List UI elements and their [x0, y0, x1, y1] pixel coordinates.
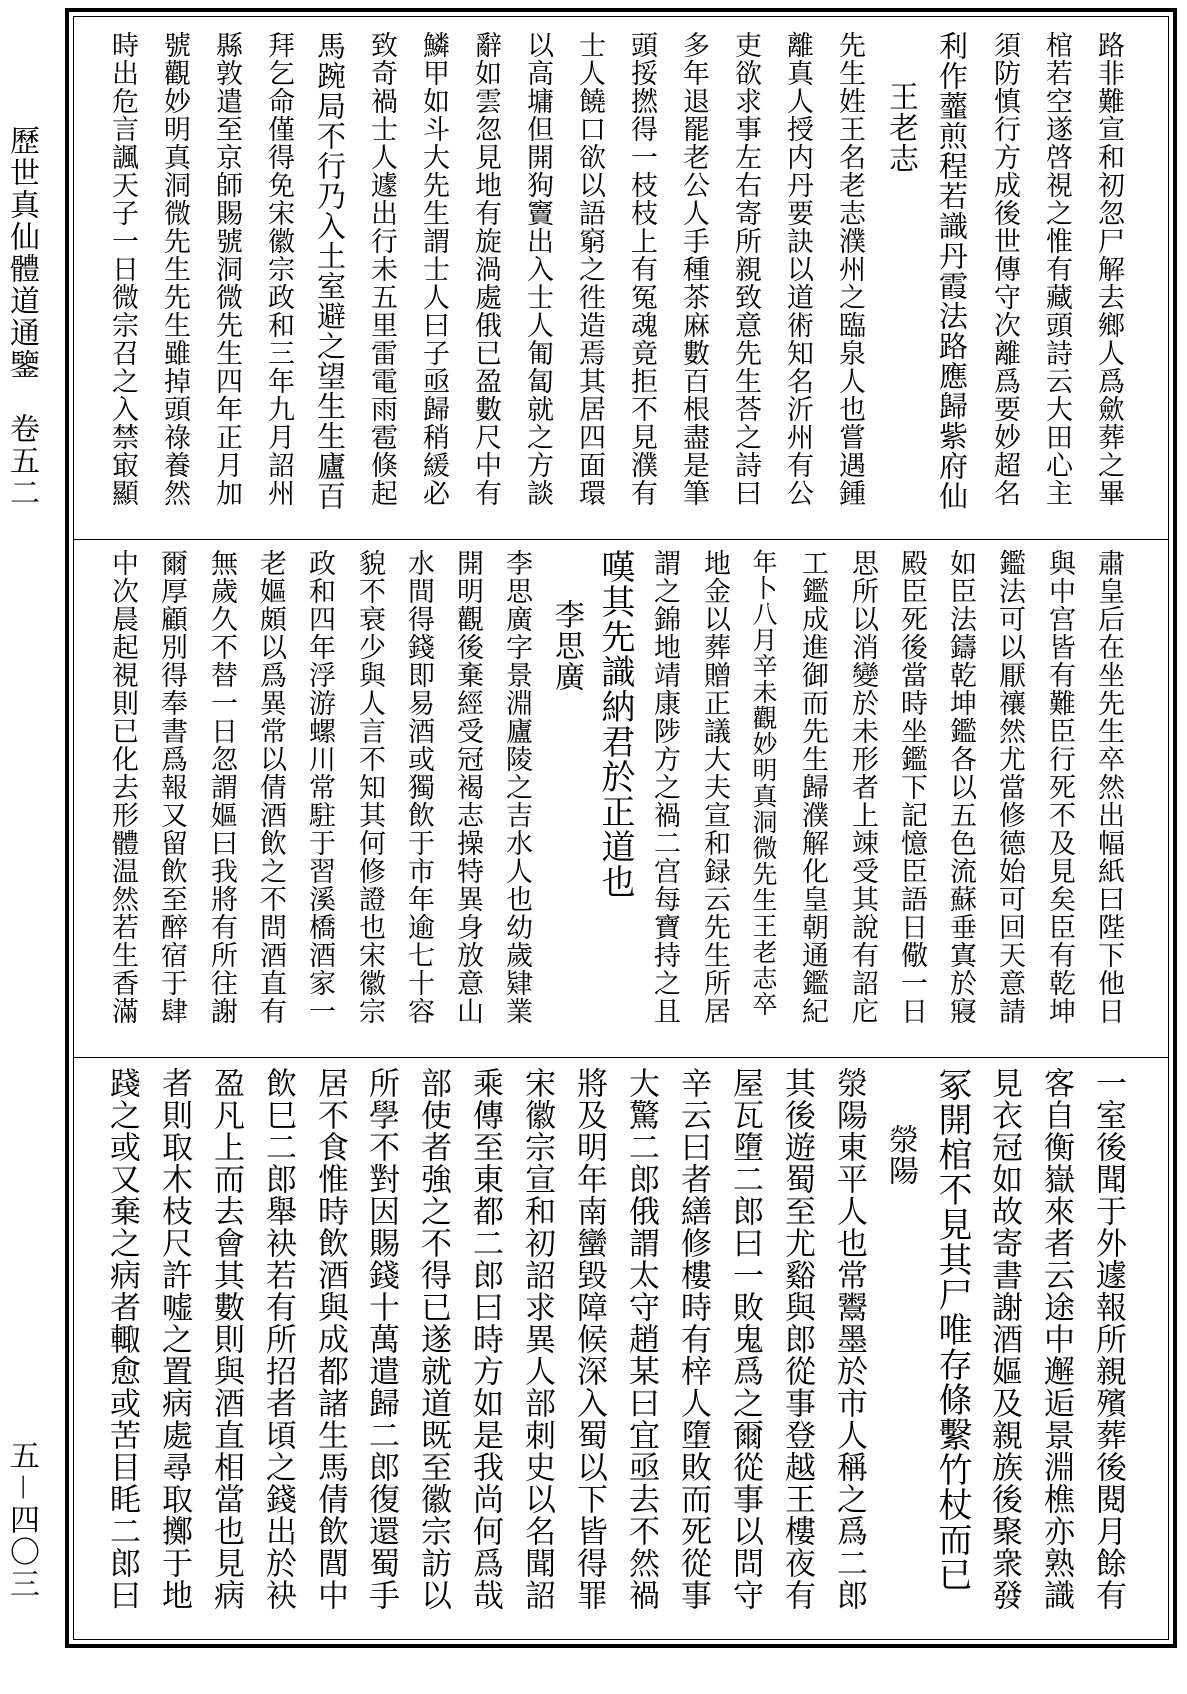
text-column: 謂之錦地靖康陟方之禍二宫每寶持之且 — [649, 549, 680, 1025]
text-column: 水間得錢即易酒或獨飲于市年逾七十容 — [403, 549, 434, 1025]
text-column: 縣敦遣至京師賜號洞微先生四年正月加 — [211, 31, 242, 507]
text-column: 飲巳二郎舉袂若有所招者頃之錢出於袂 — [260, 1067, 296, 1611]
text-column: 其後遊蜀至尤谿與郎從事登越王樓夜有 — [779, 1067, 815, 1611]
text-column: 路非難宣和初忽尸解去鄉人爲歛葬之畢 — [1093, 31, 1124, 507]
section-title-column: 李思廣 — [549, 599, 584, 692]
text-column: 居不食惟時飲酒與成都諸生馬倩飲閭中 — [312, 1067, 348, 1611]
text-column: 肅皇后在坐先生卒然出幅紙曰陛下他日 — [1093, 549, 1124, 1025]
text-column: 無歲久不替一日忽謂嫗曰我將有所往謝 — [206, 549, 237, 1025]
text-column: 馬踠局不行乃入土室避之望生生廬百 — [313, 31, 347, 511]
text-column: 頭挼撚得一枝枝上有冤魂竟拒不見濮有 — [626, 31, 657, 507]
text-column: 工鑑成進御而先生歸濮解化皇朝通鑑紀 — [797, 549, 828, 1025]
text-column: 辛云曰者繕修樓時有梓人墮敗而死從事 — [675, 1067, 711, 1611]
text-column: 地金以葬贈正議大夫宣和録云先生所居 — [699, 549, 730, 1025]
text-column: 部使者強之不得已遂就道既至徽宗訪以 — [415, 1067, 451, 1611]
text-column: 宋徽宗宣和初詔求異人部刺史以名聞詔 — [519, 1067, 555, 1611]
text-column: 政和四年浮游螺川常駐于習溪橋酒家一 — [304, 549, 335, 1025]
text-column: 以高墉但開狗竇出入士人匍匐就之方談 — [522, 31, 553, 507]
text-column: 與中宫皆有難臣行死不及見矣臣有乾坤 — [1044, 549, 1075, 1025]
text-column: 致奇禍士人遽出行未五里雷電雨雹倏起 — [366, 31, 397, 507]
text-column: 貌不衰少與人言不知其何修證也宋徽宗 — [354, 549, 385, 1025]
text-column: 李思廣字景淵廬陵之吉水人也幼歲肄業 — [501, 549, 532, 1025]
section-title-column: 滎陽 — [883, 1124, 918, 1186]
text-column: 踐之或又棄之病者輙愈或苦目眊二郎曰 — [104, 1067, 140, 1611]
text-column: 利作虀煎程若識丹霞法路應歸紫府仙 — [935, 31, 969, 511]
text-column: 冢開棺不見其尸唯存條繫竹杖而已 — [932, 1067, 972, 1592]
text-column: 年卜八月辛未觀妙明真洞微先生王老志卒 — [749, 549, 778, 1017]
text-column: 見衣冠如故寄書謝酒嫗及親族後聚衆發 — [986, 1067, 1022, 1611]
text-column: 滎陽東平人也常鬻墨於市人稱之爲二郎 — [831, 1067, 867, 1611]
text-column: 離真人授内丹要訣以道術知名沂州有公 — [782, 31, 813, 507]
margin-book-title: 歷世真仙體道通鑒 卷五二 — [4, 125, 39, 509]
text-column: 中次晨起視則已化去形體温然若生香滿 — [107, 549, 138, 1025]
text-block-bottom — [102, 1067, 1128, 1637]
text-column: 鱗甲如斗大先生謂士人曰子亟歸稍緩必 — [418, 31, 449, 507]
page-inner-border — [73, 16, 1169, 1640]
text-column: 客自衡嶽來者云途中邂逅景淵樵亦熟識 — [1038, 1067, 1074, 1611]
text-column: 吏欲求事左右寄所親致意先生荅之詩曰 — [730, 31, 761, 507]
text-block-top — [102, 31, 1128, 531]
text-column: 時出危言諷天子一日微宗召之入禁㝡顯 — [107, 31, 138, 507]
margin-page-number: 五－四〇三 — [4, 1440, 39, 1600]
text-column: 士人饒口欲以語窮之徃造焉其居四面環 — [574, 31, 605, 507]
text-column: 開明觀後棄經受冠褐志操特異身放意山 — [452, 549, 483, 1025]
text-column: 拜乞命僅得免宋徽宗政和三年九月詔州 — [263, 31, 294, 507]
text-column: 大驚二郎俄謂太守趙某曰宜亟去不然禍 — [623, 1067, 659, 1611]
text-column: 者則取木枝尺許嘘之置病處尋取擲于地 — [156, 1067, 192, 1611]
text-column: 老嫗頗以爲異常以倩酒飲之不問酒直有 — [255, 549, 286, 1025]
text-column: 如臣法鑄乾坤鑑各以五色流蘇垂寘於寢 — [945, 549, 976, 1025]
section-divider — [74, 1057, 1168, 1058]
text-column: 鑑法可以厭禳然尤當修德始可回天意請 — [994, 549, 1025, 1025]
page-frame — [65, 8, 1177, 1648]
text-column: 盈凡上而去會其數則與酒直相當也見病 — [208, 1067, 244, 1611]
text-block-middle — [102, 549, 1128, 1049]
text-column: 須防慎行方成後世傳守次離爲要妙超名 — [989, 31, 1020, 507]
text-column: 屋瓦墮二郎曰一敗鬼爲之爾從事以問守 — [727, 1067, 763, 1611]
section-divider — [74, 539, 1168, 540]
text-column: 號觀妙明真洞微先生先生雖掉頭祿養然 — [159, 31, 190, 507]
text-column: 多年退罷老公人手種茶麻數百根盡是筆 — [678, 31, 709, 507]
section-title-column: 王老志 — [883, 81, 918, 174]
text-column: 乘傳至東都二郎曰時方如是我尚何爲哉 — [467, 1067, 503, 1611]
text-column: 爾厚顧別得奉書爲報又留飲至醉宿于肆 — [156, 549, 187, 1025]
text-column: 將及明年南蠻毀障候深入蜀以下皆得罪 — [571, 1067, 607, 1611]
text-column: 辭如雲忽見地有旋渦處俄已盈數尺中有 — [470, 31, 501, 507]
text-column: 一室後聞于外遽報所親殯葬後閱月餘有 — [1090, 1067, 1126, 1611]
text-column: 殿臣死後當時坐鑑下記憶臣語日儆一日 — [896, 549, 927, 1025]
text-column: 所學不對因賜錢十萬遣歸二郎復還蜀手 — [363, 1067, 399, 1611]
text-column: 棺若空遂啓視之惟有藏頭詩云大田心主 — [1041, 31, 1072, 507]
text-column: 先生姓王名老志濮州之臨泉人也嘗遇鍾 — [834, 31, 865, 507]
text-column: 思所以消變於未形者上竦受其說有詔庀 — [847, 549, 878, 1025]
text-column: 嘆其先識納君於正道也 — [595, 549, 635, 899]
